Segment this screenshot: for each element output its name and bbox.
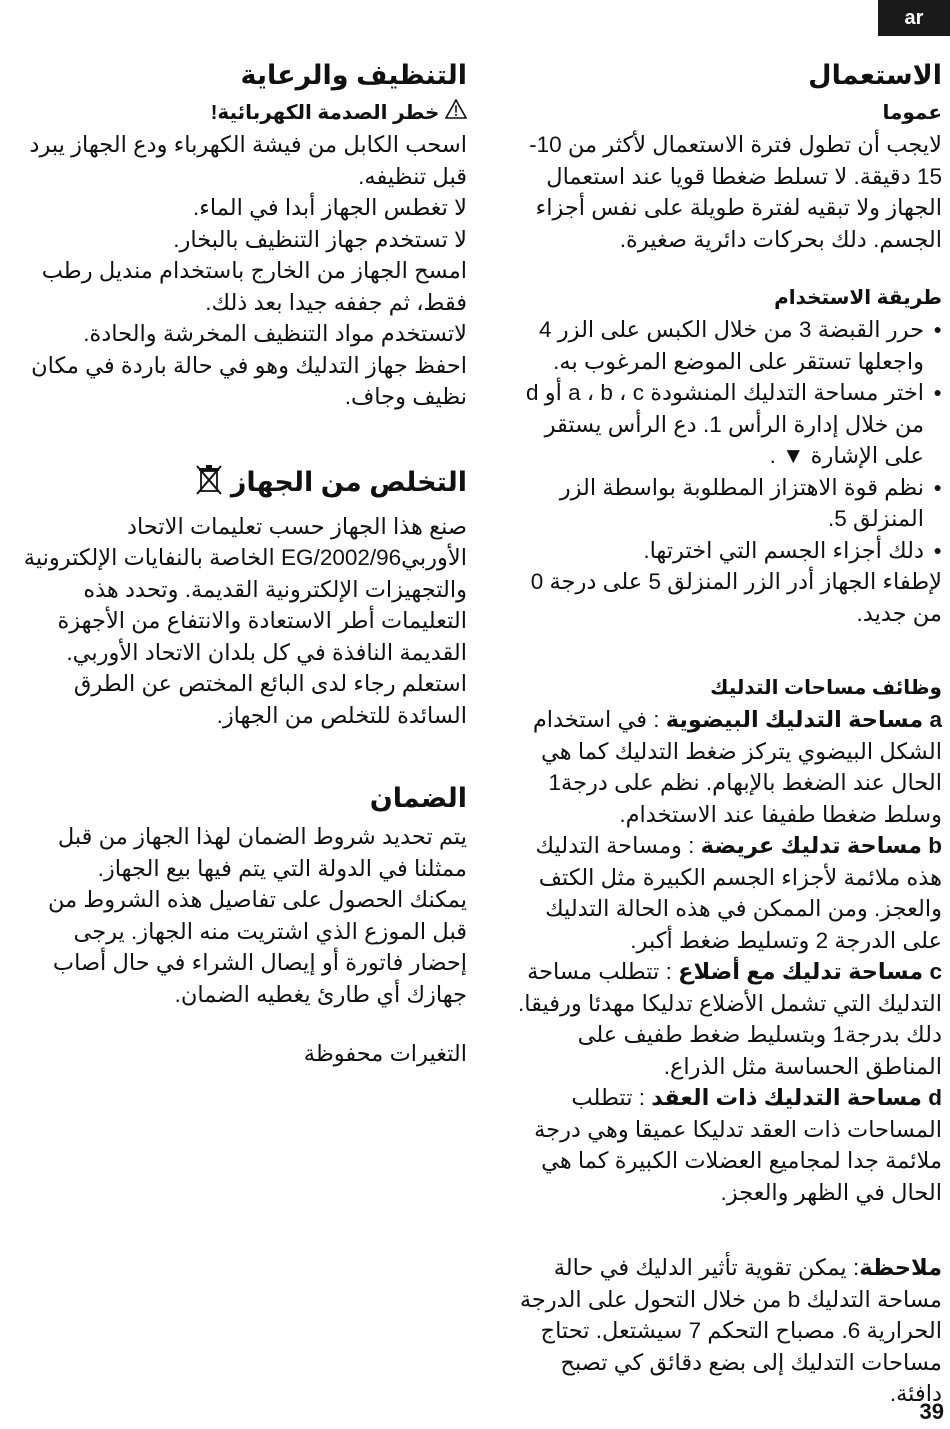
function-title: مساحة التدليك البيضوية bbox=[665, 707, 924, 732]
function-item bbox=[512, 704, 942, 830]
function-text: : تتطلب مساحة التدليك التي تشمل الأضلاع تدليكا مهدئا ورفيقا. دلك بدرجة1 وبتسليط ضغط طفيف على المناطق الحساسة مثل الذراع. bbox=[517, 959, 942, 1079]
function-text: : تتطلب المساحات ذات العقد تدليكا عميقا وهي درجة ملائمة جدا لمجاميع العضلات الكبيرة كما هي الحال في الظهر والعجز. bbox=[534, 1085, 942, 1205]
function-text: : في استخدام الشكل البيضوي يتركز ضغط التدليك كما هي الحال عند الضغط بالإبهام. نظم على درجة1 وسلط ضغطا طفيفا عند الاستخدام. bbox=[532, 707, 942, 827]
note-label: ملاحظة bbox=[859, 1255, 942, 1280]
cleaning-line: اسحب الكابل من فيشة الكهرباء ودع الجهاز يبرد قبل تنظيفه. bbox=[29, 132, 467, 189]
function-item bbox=[512, 956, 942, 1082]
crossed-bin-icon bbox=[195, 463, 223, 505]
method-item: ● اختر مساحة التدليك المنشودة a ، b ، c أو d من خلال إدارة الرأس 1. دع الرأس يستقر على الإشارة ▼ . bbox=[512, 377, 942, 472]
function-title: مساحة تدليك عريضة bbox=[700, 833, 922, 858]
function-text: : ومساحة التدليك هذه ملائمة لأجزاء الجسم الكبيرة مثل الكتف والعجز. ومن الممكن في هذه الحالة التدليك على الدرجة 2 وتسليط ضغط أكبر. bbox=[535, 833, 942, 953]
disposal-title-row bbox=[22, 463, 467, 505]
warning-triangle-icon bbox=[445, 98, 467, 129]
language-badge: ar bbox=[878, 0, 950, 36]
care-column bbox=[22, 52, 467, 1070]
warranty-text: يتم تحديد شروط الضمان لهذا الجهاز من قبل ممثلنا في الدولة التي يتم فيها بيع الجهاز. bbox=[57, 824, 467, 881]
page-number: 39 bbox=[919, 1399, 944, 1424]
cleaning-line: لاتستخدم مواد التنظيف المخرشة والحادة. bbox=[83, 321, 467, 347]
function-item bbox=[512, 1082, 942, 1208]
function-title: مساحة تدليك مع أضلاع bbox=[678, 959, 924, 984]
cleaning-line: احفظ جهاز التدليك وهو في حالة باردة في مكان نظيف وجاف. bbox=[31, 352, 467, 410]
disposal-title: التخلص من الجهاز bbox=[230, 466, 467, 497]
cleaning-title: التنظيف والرعاية bbox=[240, 60, 467, 90]
note-text: : يمكن تقوية تأثير الدليك في حالة مساحة التدليك b من خلال التحول على الدرجة الحرارية 6. مصباح التحكم 7 سيشتعل. تحتاج مساحات التدليك إلى بضع دقائق كي تصبح دافئة. bbox=[519, 1255, 942, 1406]
general-heading: عموما bbox=[882, 102, 942, 124]
method-item: ● حرر القبضة 3 من خلال الكبس على الزر 4 واجعلها تستقر على الموضع المرغوب به. bbox=[512, 314, 942, 377]
warranty-text: يمكنك الحصول على تفاصيل هذه الشروط من قبل الموزع الذي اشتريت منه الجهاز. يرجى إحضار فاتورة أو إيصال الشراء في حال أصاب جهازك أي طارئ يغطيه الضمان. bbox=[47, 887, 467, 1007]
disposal-text: استعلم رجاء لدى البائع المختص عن الطرق السائدة للتخلص من الجهاز. bbox=[73, 671, 467, 728]
warning-heading: خطر الصدمة الكهربائية! bbox=[210, 102, 440, 124]
function-item bbox=[512, 830, 942, 956]
warranty-title: الضمان bbox=[369, 783, 467, 814]
disposal-text: صنع هذا الجهاز حسب تعليمات الاتحاد الأوربي2002/96/EG الخاصة بالنفايات الإلكترونية والتجهيزات الإلكترونية القديمة. وتحدد هذه التعليمات أطر الاستعادة والانتفاع من الأجهزة القديمة النافذة في كل بلدان الاتحاد الأوربي. bbox=[23, 513, 467, 665]
cleaning-line: لا تغطس الجهاز أبدا في الماء. bbox=[193, 195, 467, 221]
note bbox=[512, 1252, 942, 1410]
functions-heading: وظائف مساحات التدليك bbox=[710, 677, 942, 699]
changes-reserved: التغيرات محفوظة bbox=[303, 1041, 467, 1067]
method-item: ● نظم قوة الاهتزاز المطلوبة بواسطة الزر المنزلق 5. bbox=[512, 472, 942, 535]
usage-column bbox=[512, 52, 942, 1410]
cleaning-line: لا تستخدم جهاز التنظيف بالبخار. bbox=[173, 226, 467, 252]
warning-heading-row bbox=[22, 98, 467, 129]
function-letter: d bbox=[928, 1085, 942, 1110]
method-list bbox=[512, 314, 942, 566]
general-text: لايجب أن تطول فترة الاستعمال لأكثر من 10-15 دقيقة. لا تسلط ضغطا قويا عند استعمال الجهاز ولا تبقيه لفترة طويلة على نفس أجزاء الجسم. دلك بحركات دائرية صغيرة. bbox=[529, 132, 942, 252]
off-text: لإطفاء الجهاز أدر الزر المنزلق 5 على درجة 0 من جديد. bbox=[530, 569, 942, 626]
function-letter: c bbox=[929, 959, 942, 984]
cleaning-line: امسح الجهاز من الخارج باستخدام منديل رطب فقط، ثم جففه جيدا بعد ذلك. bbox=[41, 258, 467, 315]
usage-title: الاستعمال bbox=[808, 60, 942, 90]
function-title: مساحة التدليك ذات العقد bbox=[651, 1085, 922, 1110]
function-letter: a bbox=[929, 707, 942, 732]
method-item: ● دلك أجزاء الجسم التي اخترتها. bbox=[512, 535, 942, 567]
method-heading: طريقة الاستخدام bbox=[774, 287, 942, 309]
function-letter: b bbox=[928, 833, 942, 858]
